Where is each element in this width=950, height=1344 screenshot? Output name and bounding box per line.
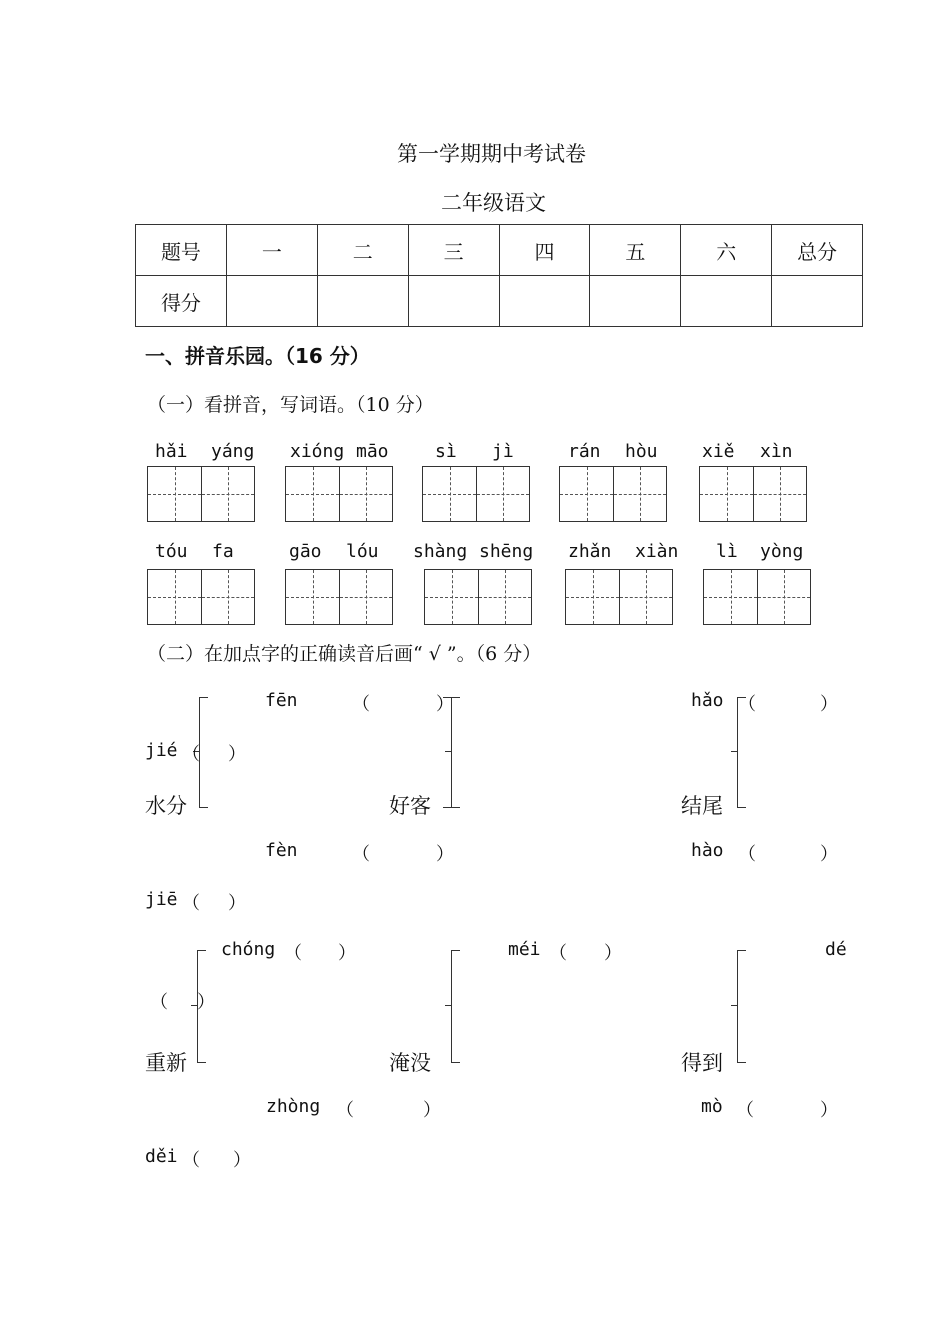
- pinyin: jì: [492, 441, 514, 462]
- pinyin: hǎi: [155, 441, 188, 462]
- page-subtitle: 二年级语文: [441, 191, 546, 215]
- bracket-tick: [445, 751, 451, 752]
- pinyin: māo: [356, 441, 389, 462]
- answer-paren[interactable]: （: [352, 694, 370, 715]
- pinyin-option: fèn: [265, 840, 298, 861]
- word: 好客: [389, 794, 431, 818]
- pinyin-option: dé: [825, 939, 847, 960]
- pinyin-option: jiē: [145, 889, 178, 910]
- answer-paren[interactable]: （: [352, 844, 370, 865]
- pinyin: xiàn: [635, 541, 679, 562]
- answer-paren: ）: [423, 1100, 441, 1121]
- pinyin-option: mò: [701, 1096, 723, 1117]
- bracket: [451, 950, 460, 1063]
- part-heading: （一）看拼音，写词语。（10 分）: [147, 394, 434, 416]
- answer-paren: ）: [228, 744, 246, 765]
- part-heading: （二）在加点字的正确读音后画“ √ ”。（6 分）: [147, 643, 542, 665]
- score-cell: 题号: [136, 225, 227, 276]
- writing-grid[interactable]: [147, 466, 255, 522]
- writing-grid[interactable]: [565, 569, 673, 625]
- word: 淹没: [389, 1051, 431, 1075]
- writing-grid[interactable]: [424, 569, 532, 625]
- pinyin: sì: [435, 441, 457, 462]
- bracket-tick: [731, 751, 737, 752]
- answer-paren[interactable]: （: [336, 1100, 354, 1121]
- bracket: [199, 697, 208, 808]
- word: 结尾: [681, 794, 723, 818]
- pinyin-option: zhòng: [266, 1096, 321, 1117]
- answer-paren[interactable]: （: [150, 992, 168, 1013]
- score-input-cell[interactable]: [317, 276, 408, 327]
- answer-paren[interactable]: （: [738, 694, 756, 715]
- pinyin-option: jié: [145, 740, 178, 761]
- score-cell: 得分: [136, 276, 227, 327]
- pinyin: gāo: [289, 541, 322, 562]
- pinyin: fa: [212, 541, 234, 562]
- score-cell: 总分: [772, 225, 863, 276]
- pinyin: shàng: [413, 541, 468, 562]
- answer-paren[interactable]: （: [736, 1100, 754, 1121]
- writing-grid[interactable]: [699, 466, 807, 522]
- score-input-cell[interactable]: [681, 276, 772, 327]
- answer-paren: ）: [228, 893, 246, 914]
- answer-paren: ）: [604, 943, 622, 964]
- bracket-tick: [445, 1005, 451, 1006]
- answer-paren[interactable]: （: [738, 844, 756, 865]
- answer-paren: ）: [338, 943, 356, 964]
- pinyin-option: hǎo: [691, 690, 724, 711]
- answer-paren: ）: [436, 694, 454, 715]
- writing-grid[interactable]: [422, 466, 530, 522]
- pinyin: xìn: [760, 441, 793, 462]
- answer-paren[interactable]: （: [284, 943, 302, 964]
- answer-paren[interactable]: （: [182, 744, 200, 765]
- bracket: [737, 950, 746, 1063]
- pinyin: zhǎn: [568, 541, 612, 562]
- writing-grid[interactable]: [285, 569, 393, 625]
- score-cell: 六: [681, 225, 772, 276]
- pinyin: xióng: [290, 441, 345, 462]
- pinyin-option: méi: [508, 939, 541, 960]
- score-cell: 三: [408, 225, 499, 276]
- answer-paren[interactable]: （: [549, 943, 567, 964]
- score-input-cell[interactable]: [772, 276, 863, 327]
- pinyin: rán: [568, 441, 601, 462]
- answer-paren: ）: [820, 844, 838, 865]
- score-cell: 二: [317, 225, 408, 276]
- answer-paren: ）: [197, 992, 215, 1013]
- score-table: [135, 224, 863, 327]
- bracket-tick: [731, 1005, 737, 1006]
- pinyin: shēng: [479, 541, 534, 562]
- score-input-cell[interactable]: [499, 276, 590, 327]
- pinyin: lì: [716, 541, 738, 562]
- pinyin-option: hào: [691, 840, 724, 861]
- word: 水分: [145, 794, 187, 818]
- pinyin: lóu: [346, 541, 379, 562]
- answer-paren[interactable]: （: [182, 1150, 200, 1171]
- writing-grid[interactable]: [285, 466, 393, 522]
- pinyin: xiě: [702, 441, 735, 462]
- answer-paren: ）: [436, 844, 454, 865]
- answer-paren[interactable]: （: [182, 893, 200, 914]
- pinyin-option: fēn: [265, 690, 298, 711]
- score-input-cell[interactable]: [226, 276, 317, 327]
- answer-paren: ）: [233, 1150, 251, 1171]
- writing-grid[interactable]: [147, 569, 255, 625]
- section-heading: 一、拼音乐园。（16 分）: [145, 344, 370, 368]
- score-cell: 一: [226, 225, 317, 276]
- score-cell: 五: [590, 225, 681, 276]
- word: 重新: [145, 1051, 187, 1075]
- pinyin-option: chóng: [221, 939, 276, 960]
- score-input-cell[interactable]: [590, 276, 681, 327]
- score-input-cell[interactable]: [408, 276, 499, 327]
- page-title: 第一学期期中考试卷: [397, 142, 586, 166]
- writing-grid[interactable]: [559, 466, 667, 522]
- pinyin: hòu: [625, 441, 658, 462]
- pinyin: tóu: [155, 541, 188, 562]
- word: 得到: [681, 1051, 723, 1075]
- answer-paren: ）: [820, 694, 838, 715]
- score-cell: 四: [499, 225, 590, 276]
- score-table-score-row: [136, 276, 863, 327]
- writing-grid[interactable]: [703, 569, 811, 625]
- pinyin-option: děi: [145, 1146, 178, 1167]
- pinyin: yòng: [760, 541, 804, 562]
- pinyin: yáng: [211, 441, 255, 462]
- score-table-header-row: [136, 225, 863, 276]
- answer-paren: ）: [820, 1100, 838, 1121]
